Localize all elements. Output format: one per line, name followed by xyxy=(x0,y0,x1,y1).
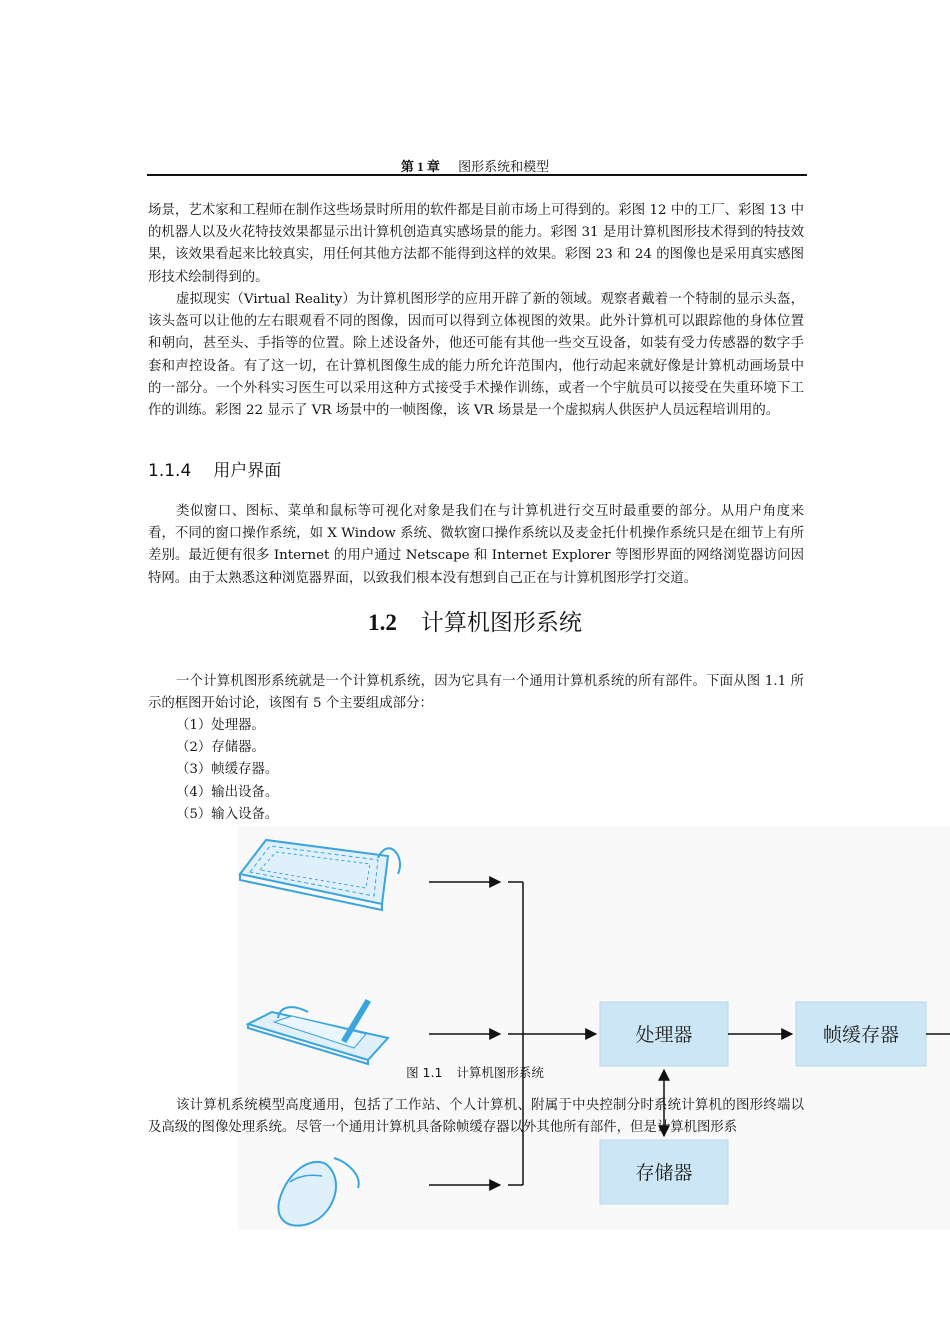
running-head xyxy=(0,156,950,175)
memory-label: 存储器 xyxy=(635,1162,693,1184)
list-item: （5）输入设备。 xyxy=(176,806,279,822)
section-number: 1.2 xyxy=(368,610,397,635)
component-list xyxy=(176,715,278,826)
block-diagram xyxy=(238,826,950,1230)
paragraph-3: 类似窗口、图标、菜单和鼠标等可视化对象是我们在与计算机进行交互时最重要的部分。从用户角度来看，不同的窗口操作系统，如 X Window 系统、微软窗口操作系统以及麦金托什机操作系统只是在细节上有所差别。最近便有很多 Internet 的用户通过 Netscape 和 Internet Explorer 等图形界面的网络浏览器访问因特网。由于太熟悉这种浏览器界面，以致我们根本没有想到自己正在与计算机图形学打交道。 xyxy=(148,504,804,586)
frame-buffer-label: 帧缓存器 xyxy=(822,1024,900,1046)
subsection-heading xyxy=(148,456,281,481)
list-item: （3）帧缓存器。 xyxy=(176,762,279,778)
header-rule xyxy=(147,174,807,176)
subsection-title: 用户界面 xyxy=(213,461,282,481)
caption-title: 计算机图形系统 xyxy=(456,1065,544,1080)
chapter-label: 第 1 章 xyxy=(400,159,440,174)
processor-box xyxy=(600,1002,728,1066)
list-item: （2）存储器。 xyxy=(176,740,265,756)
section-heading xyxy=(0,604,950,637)
list-item: （1）处理器。 xyxy=(176,718,265,733)
subsection-number: 1.1.4 xyxy=(148,461,192,481)
list-item: （4）输出设备。 xyxy=(176,784,279,800)
paragraph-5: 该计算机系统模型高度通用，包括了工作站、个人计算机、附属于中央控制分时系统计算机的图形终端以及高级的图像处理系统。尽管一个通用计算机具备除帧缓存器以外其他所有部件，但是计算机图形系 xyxy=(148,1098,804,1136)
paragraph-1: 场景，艺术家和工程师在制作这些场景时所用的软件都是目前市场上可得到的。彩图 12 中的工厂、彩图 13 中的机器人以及火花特技效果都显示出计算机创造真实感场景的能力。彩图 31 是用计算机图形技术得到的特技效果，该效果看起来比较真实，用任何其他方法都不能得到这样的效果。彩图 23 和 24 的图像也是采用真实感图形技术绘制得到的。 xyxy=(148,203,804,285)
chapter-title: 图形系统和模型 xyxy=(458,160,550,175)
paragraph-4: 一个计算机图形系统就是一个计算机系统，因为它具有一个通用计算机系统的所有部件。下面从图 1.1 所示的框图开始讨论，该图有 5 个主要组成部分： xyxy=(148,674,804,712)
figure-caption xyxy=(0,1063,950,1081)
section-title: 计算机图形系统 xyxy=(420,610,582,636)
paragraph-2: 虚拟现实（Virtual Reality）为计算机图形学的应用开辟了新的领域。观察者戴着一个特制的显示头盔，该头盔可以让他的左右眼观看不同的图像，因而可以得到立体视图的效果。此外计算机可以跟踪他的身体位置和朝向，甚至头、手指等的位置。除上述设备外，他还可能有其他一些交互设备，如装有受力传感器的数字手套和声控设备。有了这一切，在计算机图像生成的能力所允许范围内，他行动起来就好像是计算机动画场景中的一部分。一个外科实习医生可以采用这种方式接受手术操作训练，或者一个宇航员可以接受在失重环境下工作的训练。彩图 22 显示了 VR 场景中的一帧图像，该 VR 场景是一个虚拟病人供医护人员远程培训用的。 xyxy=(148,292,804,419)
frame-buffer-box xyxy=(796,1002,926,1066)
caption-number: 图 1.1 xyxy=(406,1065,443,1080)
processor-label: 处理器 xyxy=(635,1024,693,1046)
figure-graphics-system xyxy=(238,826,950,1230)
memory-box xyxy=(600,1140,728,1204)
